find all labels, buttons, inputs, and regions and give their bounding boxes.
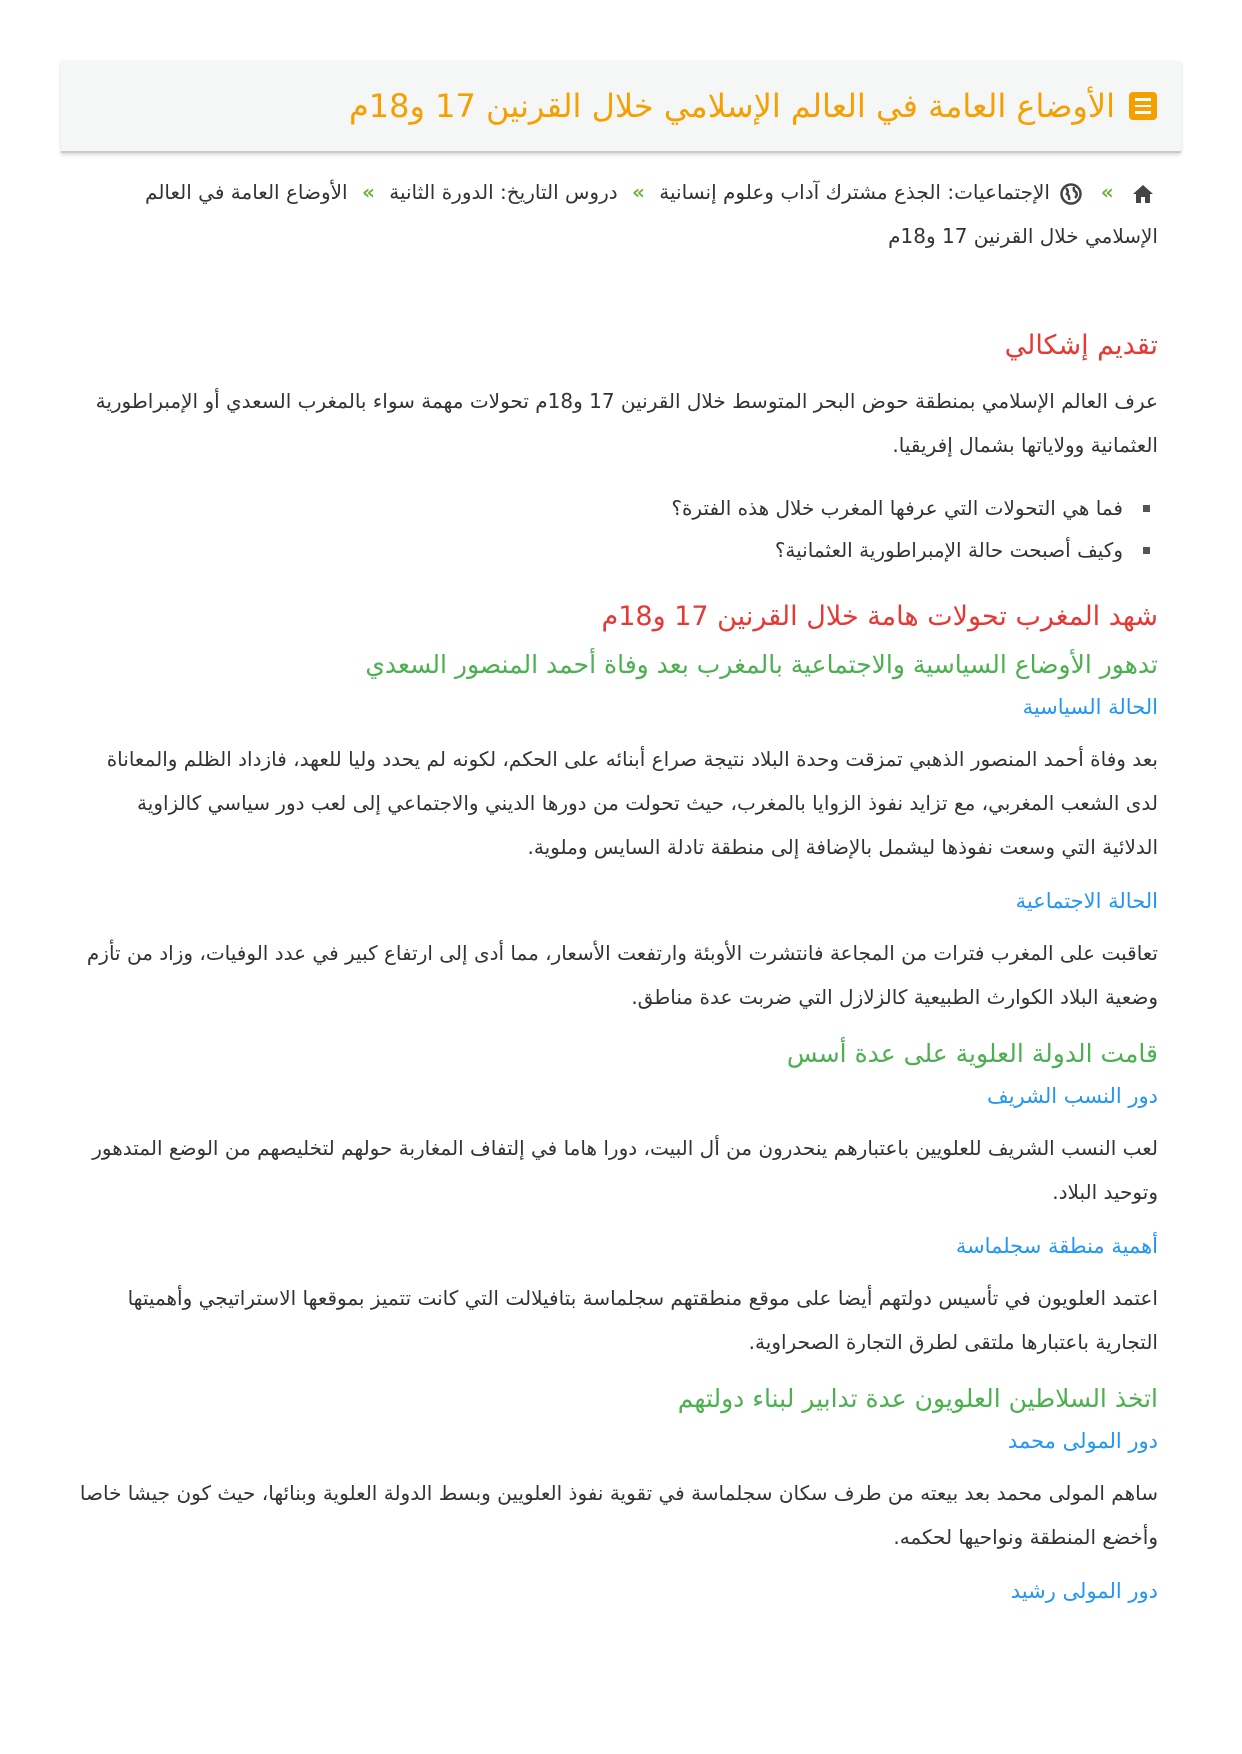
page-title-bar [61,61,1181,153]
list-item [78,529,1150,571]
bullet-icon [1143,547,1150,554]
paragraph: بعد وفاة أحمد المنصور الذهبي تمزقت وحدة البلاد نتيجة صراع أبنائه على الحكم، لكونه لم يحدد وليا للعهد، فازداد الظلم والمعاناة لدى الشعب المغربي، مع تزايد نفوذ الزوايا بالمغرب، حيث تحولت من دورها الديني والاجتماعي إلى لعب دور سياسي كالزاوية الدلائية التي وسعت نفوذها ليشمل بالإضافة إلى منطقة تادلة السايس وملوية. [106,747,1158,859]
questions-list [78,487,1158,571]
paragraph: اعتمد العلويون في تأسيس دولتهم أيضا على موقع منطقتهم سجلماسة بتافيلالت التي كانت تتميز بموقعها الاستراتيجي وأهميتها التجارية باعتبارها ملتقى لطرق التجارة الصحراوية. [127,1286,1158,1354]
breadcrumb-separator: » [632,180,645,204]
list-icon [1129,92,1157,120]
paragraph: تعاقبت على المغرب فترات من المجاعة فانتشرت الأوبئة وارتفعت الأسعار، مما أدى إلى ارتفاع كبير في عدد الوفيات، وزاد من تأزم وضعية البلاد الكوارث الطبيعية كالزلازل التي ضربت عدة مناطق. [86,941,1158,1009]
breadcrumb-current: الأوضاع العامة في العالم الإسلامي خلال القرنين 17 و18م [145,180,1158,248]
paragraph: لعب النسب الشريف للعلويين باعتبارهم ينحدرون من أل البيت، دورا هاما في إلتفاف المغاربة حولهم لتخليصهم من الوضع المتدهور وتوحيد البلاد. [92,1136,1158,1204]
topic-heading: الحالة السياسية [1022,695,1158,719]
topic-heading: أهمية منطقة سجلماسة [955,1234,1158,1258]
breadcrumb-link-social-studies[interactable]: الإجتماعيات: الجذع مشترك آداب وعلوم إنسانية [659,180,1050,204]
bullet-icon [1143,505,1150,512]
article-body [78,330,1158,1621]
page-title: الأوضاع العامة في العالم الإسلامي خلال القرنين 17 و18م [348,87,1115,125]
breadcrumb-separator: » [361,180,375,204]
subsection-heading: تدهور الأوضاع السياسية والاجتماعية بالمغرب بعد وفاة أحمد المنصور السعدي [365,650,1158,679]
section-heading: شهد المغرب تحولات هامة خلال القرنين 17 و18م [601,601,1158,632]
list-item [78,487,1150,529]
breadcrumb-link-history-lessons[interactable]: دروس التاريخ: الدورة الثانية [389,180,618,204]
intro-heading: تقديم إشكالي [1004,330,1158,361]
home-icon[interactable] [1132,184,1154,204]
topic-heading: الحالة الاجتماعية [1015,889,1158,913]
breadcrumb-separator: » [1100,180,1114,204]
topic-heading: دور المولى رشيد [1010,1579,1158,1603]
subsection-heading: اتخذ السلاطين العلويون عدة تدابير لبناء دولتهم [677,1384,1158,1413]
breadcrumb [98,170,1158,258]
question-text: فما هي التحولات التي عرفها المغرب خلال هذه الفترة؟ [671,496,1123,520]
intro-text: عرف العالم الإسلامي بمنطقة حوض البحر المتوسط خلال القرنين 17 و18م تحولات مهمة سواء بالمغرب السعدي أو الإمبراطورية العثمانية وولاياتها بشمال إفريقيا. [95,389,1158,457]
subsection-heading: قامت الدولة العلوية على عدة أسس [786,1039,1158,1068]
topic-heading: دور المولى محمد [1007,1429,1158,1453]
topic-heading: دور النسب الشريف [986,1084,1158,1108]
paragraph: ساهم المولى محمد بعد بيعته من طرف سكان سجلماسة في تقوية نفوذ العلويين وبسط الدولة العلوية وبنائها، حيث كون جيشا خاصا وأخضع المنطقة ونواحيها لحكمه. [79,1481,1158,1549]
globe-icon [1060,183,1082,205]
question-text: وكيف أصبحت حالة الإمبراطورية العثمانية؟ [774,538,1123,562]
